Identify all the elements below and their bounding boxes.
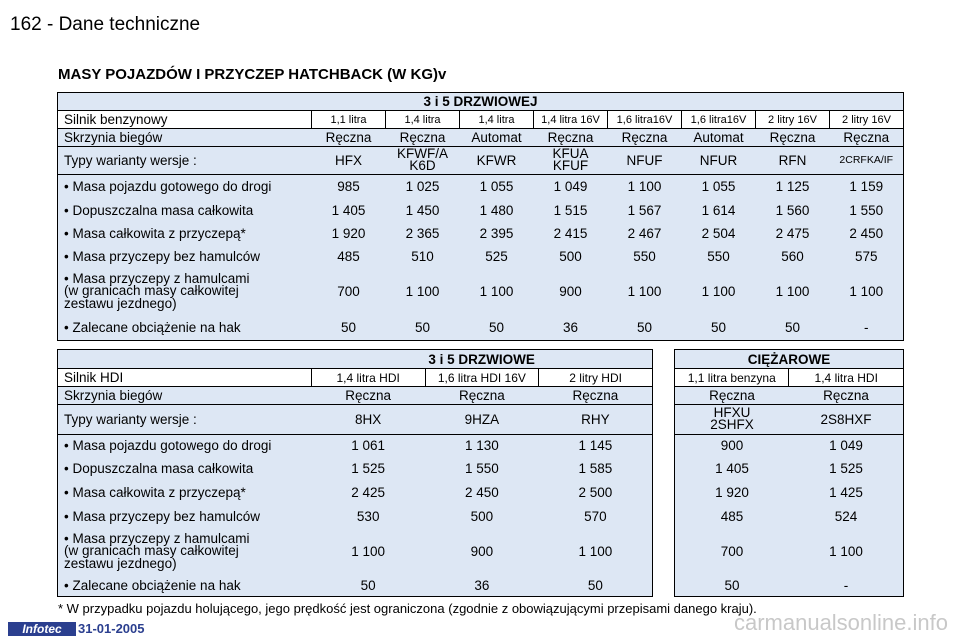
petrol-table — [57, 92, 904, 341]
petrol-gearbox-cell: Ręczna — [312, 129, 386, 147]
value-cell: 1 920 — [715, 485, 749, 500]
diesel-engine-label: Silnik HDI — [58, 369, 312, 387]
value-cell: 1 450 — [405, 202, 440, 218]
print-date: 31-01-2005 — [78, 621, 145, 636]
petrol-variant-cell: RFN — [756, 147, 830, 175]
table-row — [675, 435, 904, 457]
van-engine-cell: 1,1 litra benzyna — [675, 369, 789, 387]
value-cell: 50 — [340, 320, 357, 336]
table-row — [675, 575, 904, 597]
value-cell: 1 159 — [849, 179, 884, 195]
value-cell: 1 100 — [627, 179, 662, 195]
value-cell: 1 405 — [715, 461, 749, 476]
value-cell: 1 055 — [479, 179, 514, 195]
row-label: • Dopuszczalna masa całkowita — [64, 202, 254, 218]
value-cell: 530 — [356, 509, 380, 524]
value-cell: 1 145 — [578, 438, 613, 454]
petrol-engine-cell: 1,1 litra — [312, 111, 386, 129]
value-cell: 900 — [559, 284, 582, 299]
diesel-table — [57, 349, 653, 597]
van-engine-cell: 1,4 litra HDI — [789, 369, 904, 387]
value-cell: 700 — [337, 284, 360, 299]
value-cell: 985 — [337, 179, 360, 195]
value-cell: 1 425 — [829, 485, 863, 500]
value-cell: 1 614 — [701, 202, 736, 218]
petrol-gearbox-cell: Ręczna — [386, 129, 460, 147]
value-cell: 1 025 — [405, 179, 440, 195]
value-cell: 1 061 — [351, 438, 386, 454]
van-engine-row — [675, 369, 904, 387]
petrol-variant-cell: 2CRFKA/IF — [830, 147, 904, 175]
value-cell: 2 500 — [578, 485, 613, 500]
value-cell: 1 480 — [479, 202, 514, 218]
petrol-variant-cell: HFX — [312, 147, 386, 175]
petrol-variants-label: Typy warianty wersje : — [58, 147, 312, 175]
value-cell: 1 100 — [627, 284, 662, 299]
value-cell: 1 125 — [775, 179, 810, 195]
table-row — [675, 481, 904, 505]
petrol-engine-cell: 1,4 litra 16V — [534, 111, 608, 129]
value-cell: 900 — [720, 438, 744, 454]
value-cell: 524 — [834, 509, 858, 524]
table-row — [58, 268, 904, 316]
petrol-gearbox-cell: Automat — [682, 129, 756, 147]
diesel-engine-cell: 1,4 litra HDI — [311, 369, 425, 387]
value-cell: 2 415 — [553, 225, 588, 241]
petrol-group-header: 3 i 5 DRZWIOWEJ — [58, 93, 904, 111]
petrol-gearbox-row — [58, 129, 904, 147]
table-row — [675, 529, 904, 575]
table-row — [58, 435, 653, 457]
value-cell: 525 — [485, 248, 508, 264]
diesel-variants-label: Typy warianty wersje : — [58, 405, 312, 435]
table-row — [58, 175, 904, 199]
value-cell: 1 550 — [465, 461, 499, 476]
row-label: • Masa przyczepy z hamulcami (w granicach masy całkowitej zestawu jezdnego) — [64, 530, 250, 571]
value-cell: 50 — [784, 320, 801, 336]
value-cell: 500 — [470, 509, 494, 524]
diesel-engine-cell: 2 litry HDI — [539, 369, 653, 387]
value-cell: 1 100 — [701, 284, 736, 299]
value-cell: 485 — [337, 248, 360, 264]
petrol-engine-cell: 1,6 litra16V — [608, 111, 682, 129]
row-label: • Dopuszczalna masa całkowita — [64, 461, 254, 476]
value-cell: 1 100 — [351, 544, 386, 559]
value-cell: 700 — [720, 544, 744, 559]
value-cell: 50 — [724, 577, 740, 593]
value-cell: 510 — [411, 248, 434, 264]
petrol-engine-row — [58, 111, 904, 129]
petrol-engine-cell: 2 litry 16V — [756, 111, 830, 129]
table-row — [675, 457, 904, 481]
footnote: * W przypadku pojazdu holującego, jego prędkość jest ograniczona (zgodnie z obowiązującymi przepisami danego kraju). — [58, 601, 757, 616]
table-row — [58, 316, 904, 341]
value-cell: 1 560 — [775, 202, 810, 218]
value-cell: 1 100 — [578, 544, 613, 559]
petrol-variant-cell: KFWF/A K6D — [386, 147, 460, 175]
row-label: • Masa przyczepy bez hamulców — [64, 509, 261, 524]
table-row — [58, 575, 653, 597]
diesel-variant-cell: RHY — [539, 405, 653, 435]
value-cell: 2 425 — [351, 485, 386, 500]
petrol-gearbox-label: Skrzynia biegów — [58, 129, 312, 147]
table-row — [58, 457, 653, 481]
value-cell: 1 585 — [578, 461, 613, 476]
petrol-variants-row — [58, 147, 904, 175]
row-label: • Zalecane obciążenie na hak — [64, 320, 241, 336]
petrol-variant-cell: KFUA KFUF — [534, 147, 608, 175]
diesel-group-row — [58, 350, 653, 369]
value-cell: 1 100 — [479, 284, 514, 299]
petrol-gearbox-cell: Ręczna — [608, 129, 682, 147]
value-cell: 1 130 — [465, 438, 499, 454]
value-cell: 1 100 — [405, 284, 440, 299]
diesel-gearbox-row — [58, 387, 653, 405]
value-cell: 2 365 — [405, 225, 440, 241]
row-label: • Masa całkowita z przyczepą* — [64, 225, 246, 241]
table-row — [58, 481, 653, 505]
value-cell: 550 — [633, 248, 656, 264]
diesel-group-header: 3 i 5 DRZWIOWE — [311, 350, 652, 369]
diesel-engine-cell: 1,6 litra HDI 16V — [425, 369, 539, 387]
petrol-engine-cell: 1,4 litra — [386, 111, 460, 129]
table-row — [58, 222, 904, 245]
row-label: • Masa przyczepy z hamulcami (w granicach masy całkowitej zestawu jezdnego) — [64, 270, 250, 311]
van-group-header: CIĘŻAROWE — [675, 350, 904, 369]
diesel-variant-cell: 8HX — [311, 405, 425, 435]
value-cell: 2 467 — [627, 225, 662, 241]
value-cell: 1 100 — [829, 544, 863, 559]
petrol-engine-cell: 1,4 litra — [460, 111, 534, 129]
value-cell: 36 — [562, 320, 579, 336]
van-variants-row — [675, 405, 904, 435]
table-row — [58, 529, 653, 575]
petrol-gearbox-cell: Ręczna — [756, 129, 830, 147]
value-cell: 570 — [584, 509, 607, 524]
row-label: • Masa całkowita z przyczepą* — [64, 485, 246, 500]
value-cell: - — [864, 320, 869, 336]
value-cell: 2 450 — [465, 485, 499, 500]
value-cell: 50 — [488, 320, 505, 336]
value-cell: 1 550 — [849, 202, 884, 218]
value-cell: 50 — [636, 320, 653, 336]
value-cell: 1 049 — [553, 179, 588, 195]
diesel-gearbox-cell: Ręczna — [311, 387, 425, 405]
petrol-variant-cell: KFWR — [460, 147, 534, 175]
value-cell: 485 — [720, 509, 744, 524]
van-group-row — [675, 350, 904, 369]
value-cell: 50 — [587, 577, 603, 593]
diesel-engine-row — [58, 369, 653, 387]
petrol-group-row — [58, 93, 904, 111]
petrol-engine-cell: 1,6 litra16V — [682, 111, 756, 129]
diesel-gearbox-cell: Ręczna — [425, 387, 539, 405]
van-gearbox-cell: Ręczna — [675, 387, 789, 405]
value-cell: 1 405 — [331, 202, 366, 218]
van-variant-cell: 2S8HXF — [789, 405, 904, 435]
value-cell: 575 — [854, 248, 878, 264]
van-table — [674, 349, 904, 597]
value-cell: 1 100 — [849, 284, 884, 299]
infotec-logo: Infotec — [8, 622, 76, 636]
petrol-engine-label: Silnik benzynowy — [58, 111, 312, 129]
value-cell: - — [843, 577, 849, 593]
diesel-variant-cell: 9HZA — [425, 405, 539, 435]
row-label: • Masa przyczepy bez hamulców — [64, 248, 261, 264]
van-variant-cell: HFXU 2SHFX — [675, 405, 789, 435]
table-row — [58, 505, 653, 529]
value-cell: 1 525 — [829, 461, 863, 476]
value-cell: 2 475 — [775, 225, 810, 241]
row-label: • Zalecane obciążenie na hak — [64, 577, 241, 593]
value-cell: 2 450 — [849, 225, 884, 241]
petrol-gearbox-cell: Ręczna — [534, 129, 608, 147]
page-header: 162 - Dane techniczne — [10, 14, 201, 35]
value-cell: 1 055 — [701, 179, 736, 195]
watermark: carmanualsonline.info — [733, 610, 948, 635]
diesel-variants-row — [58, 405, 653, 435]
petrol-variant-cell: NFUR — [682, 147, 756, 175]
petrol-gearbox-cell: Automat — [460, 129, 534, 147]
van-gearbox-row — [675, 387, 904, 405]
section-title: MASY POJAZDÓW I PRZYCZEP HATCHBACK (W KG)v — [58, 66, 447, 83]
value-cell: 50 — [710, 320, 727, 336]
value-cell: 2 504 — [701, 225, 736, 241]
value-cell: 1 567 — [627, 202, 662, 218]
value-cell: 1 100 — [775, 284, 810, 299]
value-cell: 50 — [414, 320, 431, 336]
table-row — [675, 505, 904, 529]
van-gearbox-cell: Ręczna — [789, 387, 904, 405]
value-cell: 2 395 — [479, 225, 514, 241]
petrol-gearbox-cell: Ręczna — [830, 129, 904, 147]
value-cell: 500 — [559, 248, 582, 264]
row-label: • Masa pojazdu gotowego do drogi — [64, 179, 272, 195]
value-cell: 1 525 — [351, 461, 386, 476]
table-row — [58, 199, 904, 222]
diesel-gearbox-label: Skrzynia biegów — [58, 387, 312, 405]
value-cell: 50 — [360, 577, 376, 593]
value-cell: 1 920 — [331, 225, 366, 241]
value-cell: 1 049 — [829, 438, 863, 454]
value-cell: 900 — [470, 544, 494, 559]
value-cell: 550 — [707, 248, 730, 264]
diesel-gearbox-cell: Ręczna — [539, 387, 653, 405]
value-cell: 1 515 — [553, 202, 588, 218]
value-cell: 560 — [781, 248, 804, 264]
table-row — [58, 245, 904, 268]
petrol-variant-cell: NFUF — [608, 147, 682, 175]
petrol-engine-cell: 2 litry 16V — [830, 111, 904, 129]
value-cell: 36 — [474, 577, 490, 593]
row-label: • Masa pojazdu gotowego do drogi — [64, 438, 272, 454]
